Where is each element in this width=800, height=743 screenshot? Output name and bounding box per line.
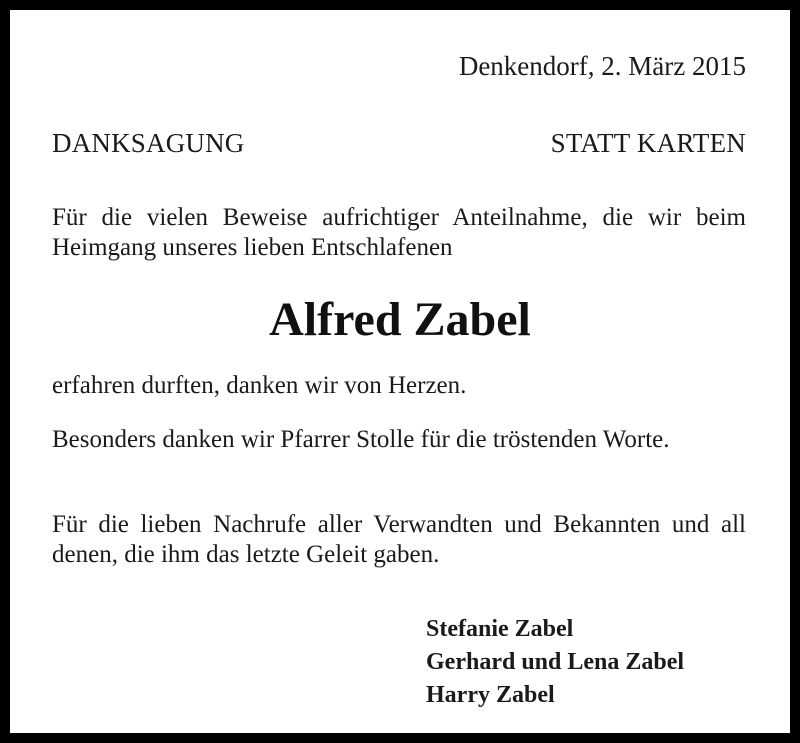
obituary-thanks-paragraph: Für die lieben Nachrufe aller Verwandten und Bekannten und all denen, die ihm das letzte Geleit gaben. [52,511,746,568]
signature-block [426,613,684,712]
pastor-thanks-paragraph: Besonders danken wir Pfarrer Stolle für die tröstenden Worte. [52,426,670,453]
notice-headings [52,127,746,159]
intro-paragraph: Für die vielen Beweise aufrichtiger Anteilnahme, die wir beim Heimgang unseres lieben Entschlafenen [52,204,746,261]
signature-name: Stefanie Zabel [426,616,574,642]
heading-danksagung: DANKSAGUNG [52,128,245,158]
notice-date: Denkendorf, 2. März 2015 [458,51,746,81]
deceased-name: Alfred Zabel [269,293,531,346]
heading-statt-karten: STATT KARTEN [550,128,746,158]
thanks-paragraph: erfahren durften, danken wir von Herzen. [52,372,467,399]
signature-name: Gerhard und Lena Zabel [426,649,685,675]
signature-name: Harry Zabel [426,682,555,708]
